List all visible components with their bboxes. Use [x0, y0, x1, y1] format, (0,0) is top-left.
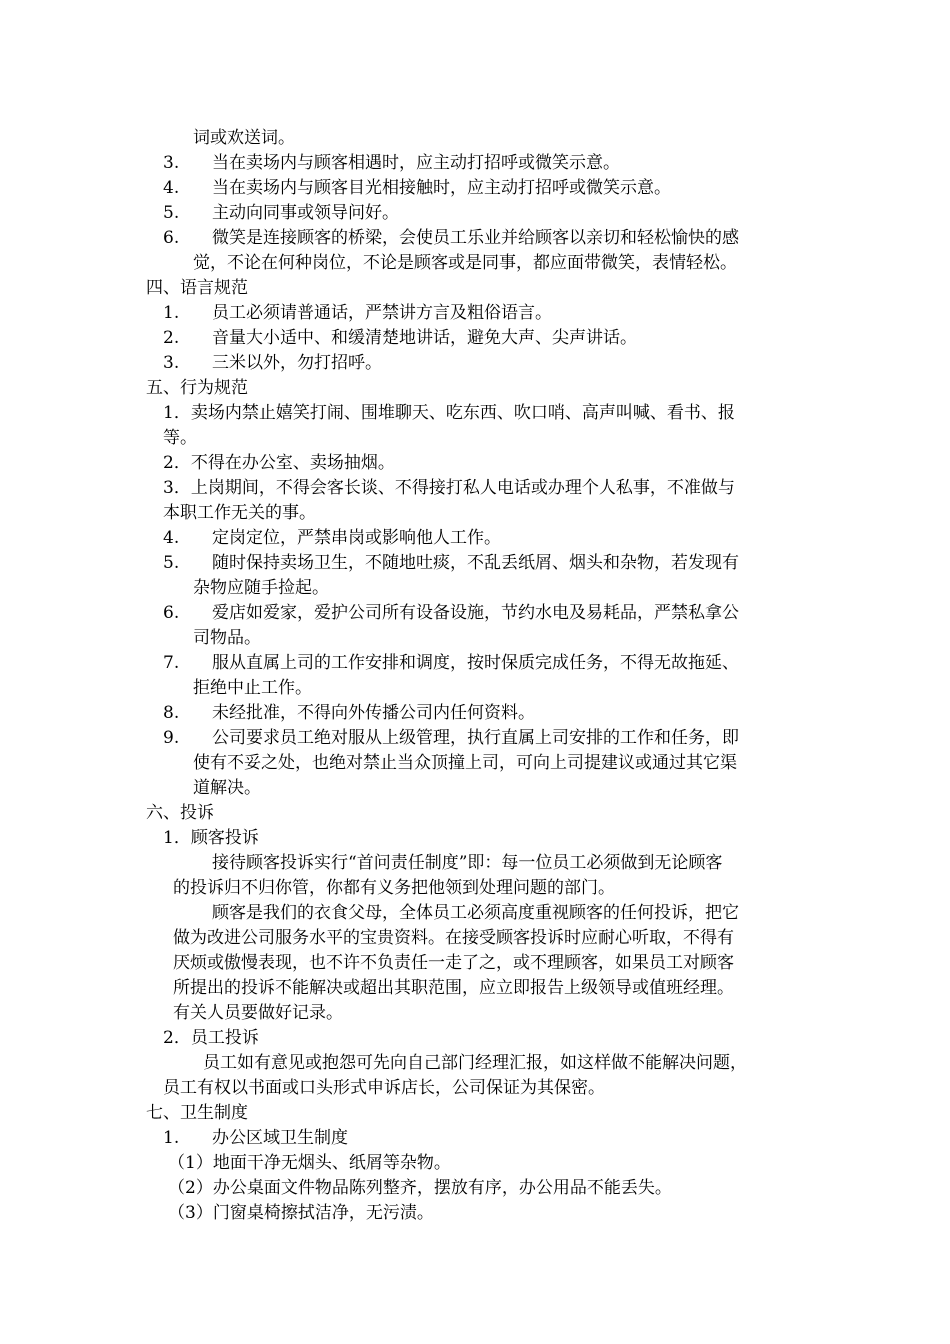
list-number: 6.: [163, 603, 180, 623]
list-item-text: 微笑是连接顾客的桥梁，会使员工乐业并给顾客以亲切和轻松愉快的感: [212, 228, 739, 248]
list-item-text: 觉，不论在何种岗位，不论是顾客或是同事，都应面带微笑，表情轻松。: [193, 253, 737, 273]
sub-heading: 2．员工投诉: [163, 1028, 259, 1048]
section-heading: 四、语言规范: [146, 278, 248, 298]
list-item-text: 服从直属上司的工作安排和调度，按时保质完成任务，不得无故拖延、: [212, 653, 739, 673]
list-item-text: 三米以外，勿打招呼。: [212, 353, 382, 373]
list-item-text: 员工必须请普通话，严禁讲方言及粗俗语言。: [212, 303, 552, 323]
list-item-text: 主动向同事或领导问好。: [212, 203, 399, 223]
paragraph-text: 顾客是我们的衣食父母，全体员工必须高度重视顾客的任何投诉，把它: [212, 903, 739, 923]
list-item-text: 杂物应随手捡起。: [193, 578, 329, 598]
list-number: 1.: [163, 303, 180, 323]
list-item-text: 爱店如爱家，爱护公司所有设备设施，节约水电及易耗品，严禁私拿公: [212, 603, 739, 623]
paragraph-text: 所提出的投诉不能解决或超出其职范围，应立即报告上级领导或值班经理。: [173, 978, 734, 998]
paragraph-text: 接待顾客投诉实行“首问责任制度”即：每一位员工必须做到无论顾客: [212, 853, 723, 873]
sub-list-item: （3）门窗桌椅擦拭洁净，无污渍。: [168, 1203, 434, 1223]
list-item-text: 办公区域卫生制度: [212, 1128, 348, 1148]
list-number: 3.: [163, 353, 180, 373]
list-item-text: 拒绝中止工作。: [193, 678, 312, 698]
list-number: 4.: [163, 178, 180, 198]
paragraph-text: 有关人员要做好记录。: [173, 1003, 343, 1023]
list-number: 1.: [163, 1128, 180, 1148]
paragraph-continuation: 词或欢送词。: [193, 128, 295, 148]
list-item-text: 本职工作无关的事。: [163, 503, 316, 523]
list-item-text: 音量大小适中、和缓清楚地讲话，避免大声、尖声讲话。: [212, 328, 637, 348]
sub-list-item: （2）办公桌面文件物品陈列整齐，摆放有序，办公用品不能丢失。: [168, 1178, 672, 1198]
section-heading: 七、卫生制度: [146, 1103, 248, 1123]
paragraph-text: 员工如有意见或抱怨可先向自己部门经理汇报，如这样做不能解决问题，: [203, 1053, 747, 1073]
list-number: 5.: [163, 553, 180, 573]
sub-heading: 1．顾客投诉: [163, 828, 259, 848]
list-item-text: 道解决。: [193, 778, 261, 798]
paragraph-text: 员工有权以书面或口头形式申诉店长，公司保证为其保密。: [163, 1078, 605, 1098]
list-item-text: 2．不得在办公室、卖场抽烟。: [163, 453, 395, 473]
list-number: 5.: [163, 203, 180, 223]
list-number: 2.: [163, 328, 180, 348]
list-number: 4.: [163, 528, 180, 548]
list-number: 3.: [163, 153, 180, 173]
paragraph-text: 的投诉归不归你管，你都有义务把他领到处理问题的部门。: [173, 878, 615, 898]
list-item-text: 等。: [163, 428, 197, 448]
list-item-text: 1．卖场内禁止嬉笑打闹、围堆聊天、吃东西、吹口哨、高声叫喊、看书、报: [163, 403, 735, 423]
paragraph-text: 做为改进公司服务水平的宝贵资料。在接受顾客投诉时应耐心听取，不得有: [173, 928, 734, 948]
list-number: 7.: [163, 653, 180, 673]
list-item-text: 司物品。: [193, 628, 261, 648]
list-item-text: 当在卖场内与顾客相遇时，应主动打招呼或微笑示意。: [212, 153, 620, 173]
list-item-text: 未经批准，不得向外传播公司内任何资料。: [212, 703, 535, 723]
list-number: 6.: [163, 228, 180, 248]
list-number: 9.: [163, 728, 180, 748]
list-number: 8.: [163, 703, 180, 723]
list-item-text: 公司要求员工绝对服从上级管理，执行直属上司安排的工作和任务，即: [212, 728, 739, 748]
paragraph-text: 厌烦或傲慢表现，也不许不负责任一走了之，或不理顾客，如果员工对顾客: [173, 953, 734, 973]
sub-list-item: （1）地面干净无烟头、纸屑等杂物。: [168, 1153, 451, 1173]
list-item-text: 当在卖场内与顾客目光相接触时，应主动打招呼或微笑示意。: [212, 178, 671, 198]
list-item-text: 定岗定位，严禁串岗或影响他人工作。: [212, 528, 501, 548]
list-item-text: 使有不妥之处，也绝对禁止当众顶撞上司，可向上司提建议或通过其它渠: [193, 753, 737, 773]
list-item-text: 3．上岗期间，不得会客长谈、不得接打私人电话或办理个人私事，不准做与: [163, 478, 735, 498]
section-heading: 五、行为规范: [146, 378, 248, 398]
section-heading: 六、投诉: [146, 803, 214, 823]
list-item-text: 随时保持卖场卫生，不随地吐痰，不乱丢纸屑、烟头和杂物，若发现有: [212, 553, 739, 573]
